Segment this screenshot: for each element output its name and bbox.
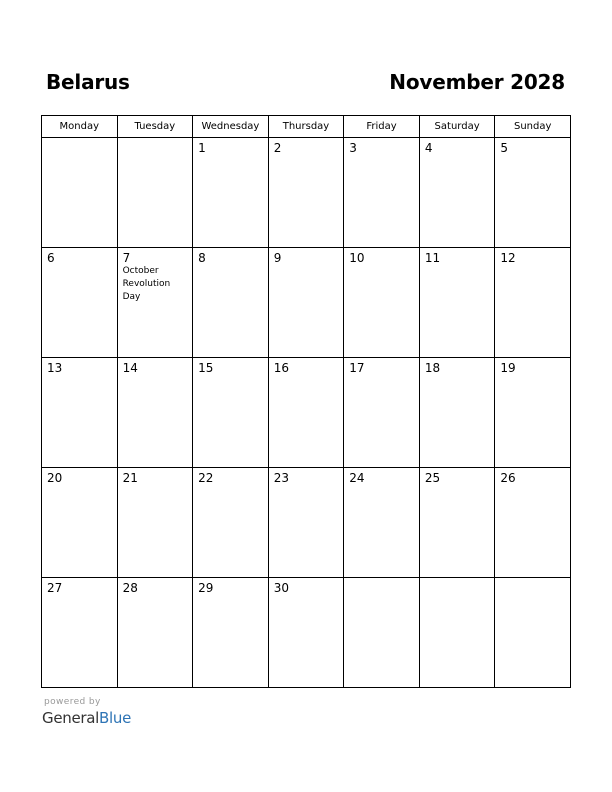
- day-number: 13: [47, 361, 63, 375]
- day-cell: [117, 248, 193, 358]
- day-number: 23: [273, 471, 289, 485]
- week-row: [42, 468, 571, 578]
- day-cell: [117, 468, 193, 578]
- day-number: 4: [424, 141, 433, 155]
- day-number: 8: [198, 251, 206, 265]
- day-cell: [344, 248, 420, 358]
- day-number: 7: [122, 251, 131, 265]
- day-cell: [495, 358, 571, 468]
- day-number: 1: [198, 141, 206, 155]
- day-number: 9: [273, 251, 282, 265]
- day-cell: [344, 358, 420, 468]
- powered-by-text: powered by: [44, 697, 101, 707]
- day-cell: [495, 248, 571, 358]
- weekday-header: Friday: [344, 116, 420, 138]
- day-cell: [42, 248, 118, 358]
- calendar-country-title: Belarus: [46, 70, 130, 94]
- weekday-header: Wednesday: [193, 116, 269, 138]
- day-cell: [268, 248, 344, 358]
- day-cell: [193, 358, 269, 468]
- day-cell: [117, 358, 193, 468]
- day-number: 14: [122, 361, 138, 375]
- brand-general-text: General: [42, 709, 100, 727]
- day-number: 22: [198, 471, 214, 485]
- brand-blue-text: Blue: [99, 709, 132, 727]
- day-cell: [344, 578, 420, 688]
- week-row: [42, 358, 571, 468]
- day-number: 21: [122, 471, 138, 485]
- calendar-grid: [41, 115, 571, 688]
- day-number: 15: [198, 361, 214, 375]
- day-cell: [419, 138, 495, 248]
- day-cell: [495, 138, 571, 248]
- day-number: 3: [349, 141, 357, 155]
- day-number: 19: [500, 361, 516, 375]
- day-number: 10: [349, 251, 365, 265]
- day-number: 12: [500, 251, 516, 265]
- day-number: 29: [198, 581, 214, 595]
- day-cell: [268, 138, 344, 248]
- day-cell: [193, 248, 269, 358]
- day-cell: [193, 578, 269, 688]
- day-cell: [117, 578, 193, 688]
- day-cell: [344, 468, 420, 578]
- day-number: 20: [47, 471, 63, 485]
- day-cell: [268, 358, 344, 468]
- weekday-header: Monday: [42, 116, 118, 138]
- day-cell: [344, 138, 420, 248]
- day-number: 2: [273, 141, 282, 155]
- day-cell: [419, 248, 495, 358]
- day-number: 30: [273, 581, 289, 595]
- week-row: [42, 248, 571, 358]
- day-cell: [42, 358, 118, 468]
- weekday-header-row: [42, 116, 571, 138]
- day-number: 11: [424, 251, 441, 265]
- day-number: 25: [424, 471, 441, 485]
- day-cell: [193, 138, 269, 248]
- weekday-header: Tuesday: [117, 116, 193, 138]
- day-cell: [117, 138, 193, 248]
- holiday-label: October Revolution Day: [122, 266, 171, 302]
- day-number: 27: [47, 581, 63, 595]
- weekday-header: Saturday: [419, 116, 495, 138]
- week-row: [42, 578, 571, 688]
- day-cell: [193, 468, 269, 578]
- day-cell: [495, 578, 571, 688]
- day-cell: [495, 468, 571, 578]
- generalblue-logo[interactable]: [42, 709, 131, 727]
- week-row: [42, 138, 571, 248]
- day-cell: [268, 578, 344, 688]
- day-number: 24: [349, 471, 365, 485]
- day-cell: [42, 578, 118, 688]
- day-cell: [419, 468, 495, 578]
- weekday-header: Sunday: [495, 116, 571, 138]
- day-cell: [42, 468, 118, 578]
- day-cell: [419, 578, 495, 688]
- day-number: 16: [273, 361, 289, 375]
- calendar-month-title: November 2028: [389, 70, 565, 94]
- weekday-header: Thursday: [268, 116, 344, 138]
- day-number: 6: [47, 251, 55, 265]
- day-number: 28: [122, 581, 138, 595]
- day-number: 5: [500, 141, 509, 155]
- day-cell: [419, 358, 495, 468]
- day-number: 18: [424, 361, 441, 375]
- day-number: 17: [349, 361, 365, 375]
- day-cell: [268, 468, 344, 578]
- day-number: 26: [500, 471, 516, 485]
- day-cell: [42, 138, 118, 248]
